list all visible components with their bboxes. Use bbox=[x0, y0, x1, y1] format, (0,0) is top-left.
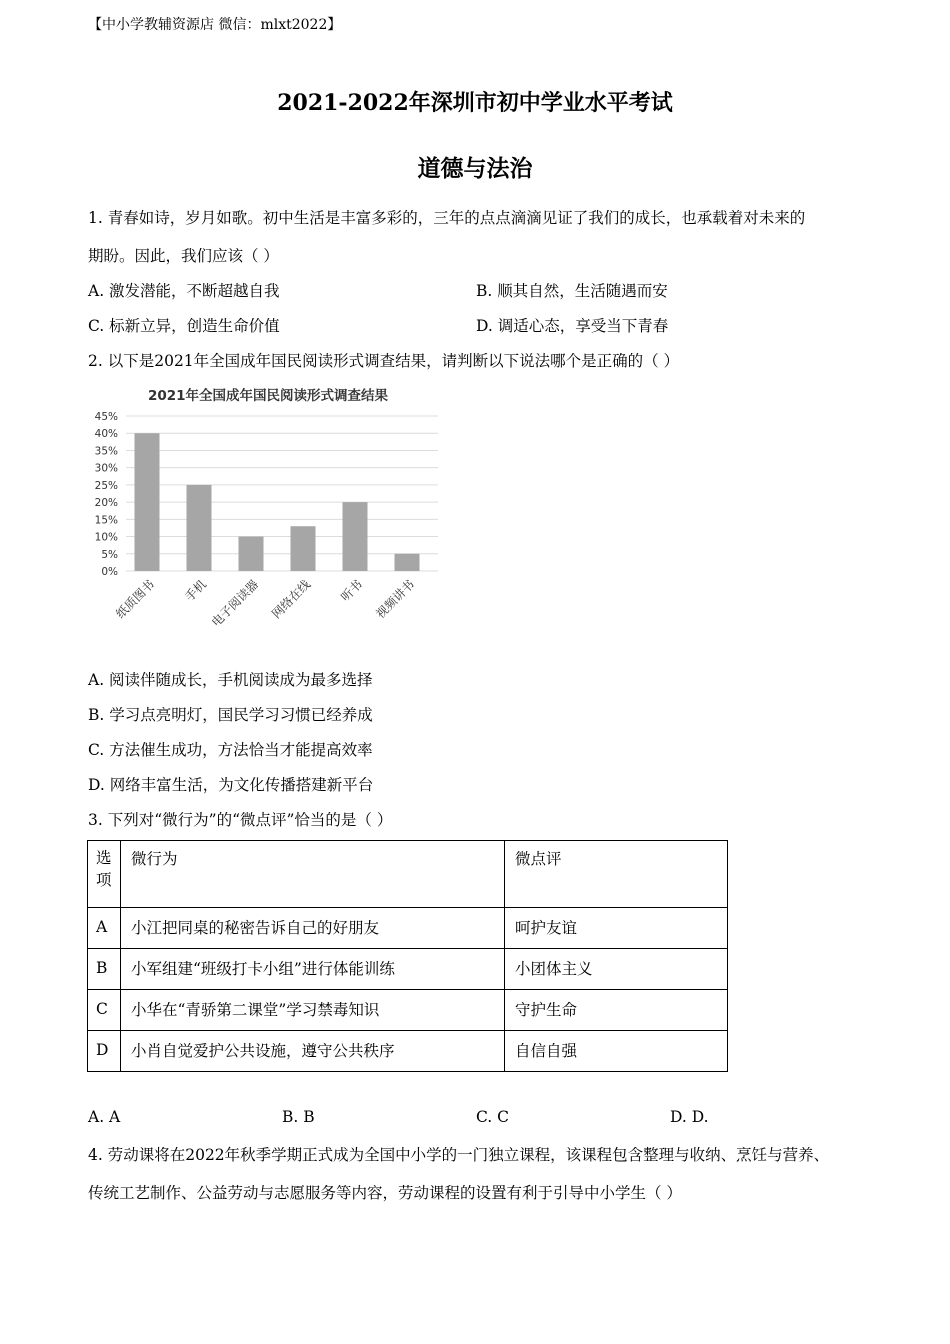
exam-title: 2021-2022年深圳市初中学业水平考试 bbox=[277, 90, 673, 116]
subject-title: 道德与法治 bbox=[417, 155, 533, 182]
row-comment: 守护生命 bbox=[505, 990, 728, 1031]
row-behavior: 小华在“青骄第二课堂”学习禁毒知识 bbox=[121, 990, 505, 1031]
y-tick-label: 25% bbox=[94, 479, 118, 492]
q1-stem-line2: 期盼。因此，我们应该（ ） bbox=[88, 247, 279, 265]
row-option: B bbox=[88, 949, 121, 990]
q1-option-c: C. 标新立异，创造生命价值 bbox=[88, 317, 280, 335]
bar-2 bbox=[187, 485, 212, 571]
row-comment: 呵护友谊 bbox=[505, 908, 728, 949]
q2-option-c: C. 方法催生成功，方法恰当才能提高效率 bbox=[88, 741, 373, 759]
y-tick-label: 20% bbox=[94, 497, 118, 510]
q4-stem-line2: 传统工艺制作、公益劳动与志愿服务等内容，劳动课程的设置有利于引导中小学生（ ） bbox=[88, 1184, 682, 1202]
q2-stem: 2. 以下是2021年全国成年国民阅读形式调查结果，请判断以下说法哪个是正确的（ ） bbox=[88, 352, 680, 370]
x-category-label: 听书 bbox=[338, 577, 366, 605]
y-tick-label: 30% bbox=[94, 462, 118, 475]
q2-option-d: D. 网络丰富生活，为文化传播搭建新平台 bbox=[88, 776, 374, 794]
y-tick-label: 40% bbox=[94, 428, 118, 441]
bar-5 bbox=[343, 502, 368, 571]
q1-stem-line1: 1. 青春如诗，岁月如歌。初中生活是丰富多彩的，三年的点点滴滴见证了我们的成长，也承载着对未来的 bbox=[88, 209, 806, 227]
table-row bbox=[88, 908, 728, 949]
header-option: 选项 bbox=[88, 841, 121, 908]
row-behavior: 小江把同桌的秘密告诉自己的好朋友 bbox=[121, 908, 505, 949]
row-comment: 自信自强 bbox=[505, 1031, 728, 1072]
x-category-label: 手机 bbox=[182, 577, 210, 605]
row-option: C bbox=[88, 990, 121, 1031]
row-behavior: 小肖自觉爱护公共设施，遵守公共秩序 bbox=[121, 1031, 505, 1072]
row-option: D bbox=[88, 1031, 121, 1072]
table-row bbox=[88, 1031, 728, 1072]
q1-option-a: A. 激发潜能，不断超越自我 bbox=[88, 282, 280, 300]
q4-stem-line1: 4. 劳动课将在2022年秋季学期正式成为全国中小学的一门独立课程，该课程包含整理与收纳、烹饪与营养、 bbox=[88, 1146, 830, 1164]
table-row bbox=[88, 990, 728, 1031]
y-tick-label: 45% bbox=[94, 411, 118, 423]
q3-option-c: C. C bbox=[476, 1108, 510, 1126]
q1-option-b: B. 顺其自然，生活随遇而安 bbox=[476, 282, 668, 300]
x-category-label: 纸质图书 bbox=[113, 577, 158, 622]
q1-option-d: D. 调适心态，享受当下青春 bbox=[476, 317, 669, 335]
bar-6 bbox=[395, 554, 420, 571]
y-tick-label: 15% bbox=[94, 514, 118, 527]
header-behavior: 微行为 bbox=[121, 841, 505, 908]
q3-option-d: D. D. bbox=[670, 1108, 709, 1126]
y-tick-label: 0% bbox=[101, 566, 118, 578]
x-category-label: 视频讲书 bbox=[373, 577, 418, 622]
header-comment: 微点评 bbox=[505, 841, 728, 908]
y-tick-label: 5% bbox=[101, 548, 118, 561]
y-tick-label: 10% bbox=[94, 531, 118, 544]
chart-title: 2021年全国成年国民阅读形式调查结果 bbox=[147, 388, 389, 404]
q3-table bbox=[87, 840, 728, 1072]
table-header-row bbox=[88, 841, 728, 908]
row-behavior: 小军组建“班级打卡小组”进行体能训练 bbox=[121, 949, 505, 990]
q2-option-a: A. 阅读伴随成长，手机阅读成为最多选择 bbox=[88, 671, 373, 689]
bar-3 bbox=[239, 537, 264, 571]
bar-1 bbox=[135, 433, 160, 571]
x-category-label: 网络在线 bbox=[269, 577, 314, 622]
x-category-label: 电子阅读器 bbox=[208, 577, 262, 630]
row-option: A bbox=[88, 908, 121, 949]
q3-option-b: B. B bbox=[282, 1108, 315, 1126]
table-row bbox=[88, 949, 728, 990]
reading-survey-chart bbox=[88, 378, 448, 648]
q2-option-b: B. 学习点亮明灯，国民学习习惯已经养成 bbox=[88, 706, 373, 724]
row-comment: 小团体主义 bbox=[505, 949, 728, 990]
bar-4 bbox=[291, 526, 316, 571]
page-header: 【中小学教辅资源店 微信：mlxt2022】 bbox=[88, 17, 342, 33]
q3-option-a: A. A bbox=[88, 1108, 121, 1126]
y-tick-label: 35% bbox=[94, 445, 118, 458]
q3-stem: 3. 下列对“微行为”的“微点评”恰当的是（ ） bbox=[88, 811, 393, 829]
